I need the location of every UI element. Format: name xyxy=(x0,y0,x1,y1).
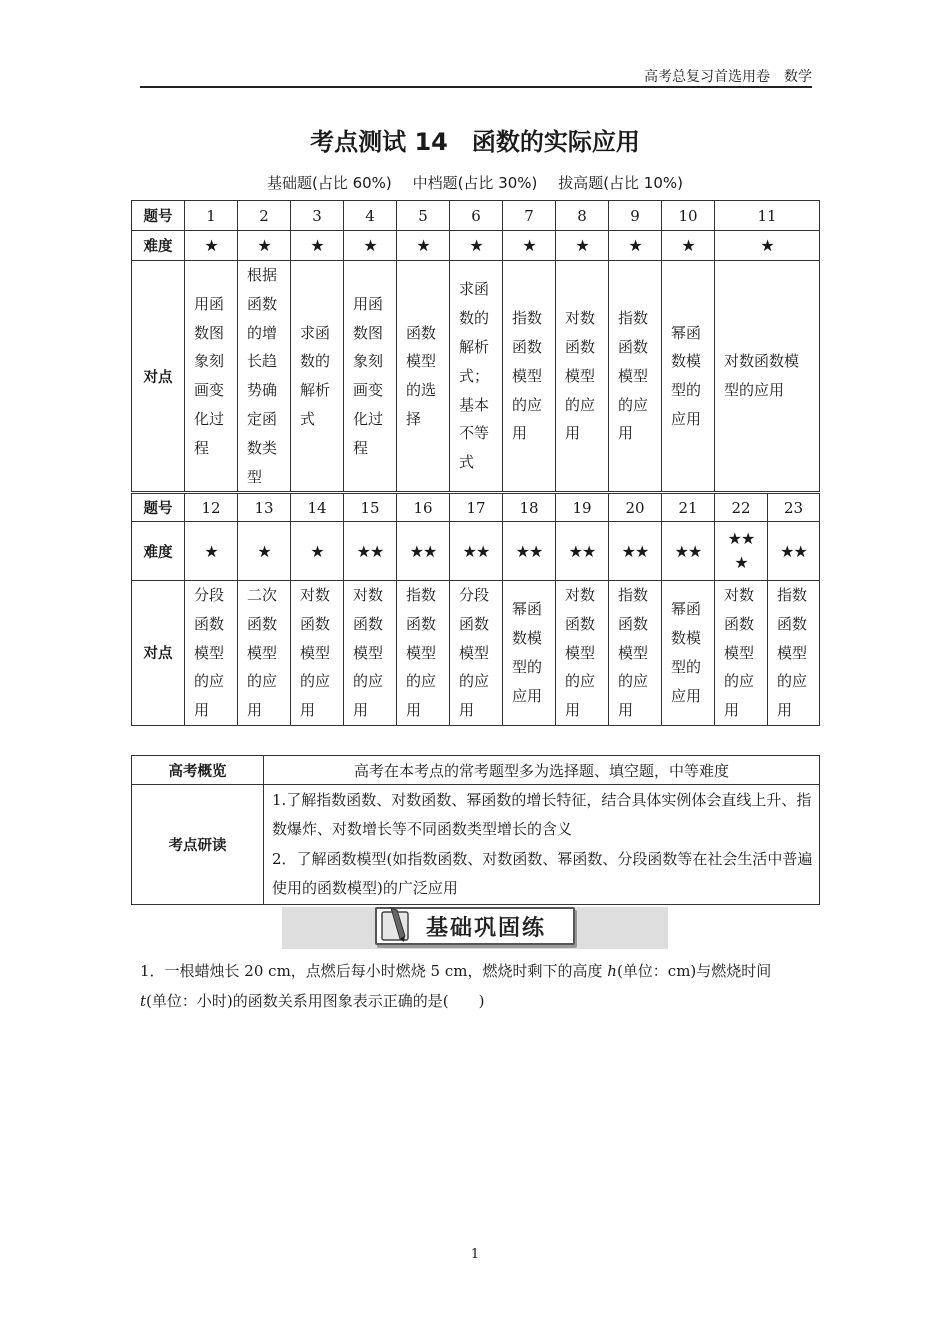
question-table-1 xyxy=(131,200,820,492)
topic-cell: 函数 模型 的选 择 xyxy=(397,261,450,492)
question-number: 6 xyxy=(450,201,503,231)
topic-cell: 对数函数模 型的应用 xyxy=(715,261,820,492)
table-row xyxy=(132,581,820,726)
table-row xyxy=(132,756,820,785)
question-number: 2 xyxy=(238,201,291,231)
question-number: 1 xyxy=(185,201,238,231)
running-header: 高考总复习首选用卷 数学 xyxy=(644,69,812,85)
topic-cell: 根据 函数 的增 长趋 势确 定函 数类 型 xyxy=(238,261,291,492)
question-number: 19 xyxy=(556,493,609,522)
question-1 xyxy=(140,956,816,1016)
topic-cell: 对数 函数 模型 的应 用 xyxy=(556,261,609,492)
topic-cell: 分段 函数 模型 的应 用 xyxy=(450,581,503,726)
difficulty-distribution xyxy=(0,172,950,193)
difficulty-stars: ★★ xyxy=(662,522,715,581)
question-text: (单位：cm)与燃烧时间 xyxy=(616,962,772,980)
topic-cell: 幂函 数模 型的 应用 xyxy=(503,581,556,726)
study-item-1: 1.了解指数函数、对数函数、幂函数的增长特征，结合具体实例体会直线上升、指数爆炸、对数增长等不同函数类型增长的含义 xyxy=(272,790,812,838)
question-number: 5 xyxy=(397,201,450,231)
row-label-topic: 对点 xyxy=(132,261,185,492)
table-row xyxy=(132,201,820,231)
table-row xyxy=(132,261,820,492)
difficulty-stars: ★★ xyxy=(609,522,662,581)
basic-ratio: 基础题(占比 60%) xyxy=(266,174,392,192)
difficulty-stars: ★ xyxy=(715,231,820,261)
topic-cell: 求函 数的 解析 式； 基本 不等 式 xyxy=(450,261,503,492)
table-row xyxy=(132,493,820,522)
difficulty-stars: ★ xyxy=(397,231,450,261)
topic-cell: 指数 函数 模型 的应 用 xyxy=(609,581,662,726)
difficulty-stars: ★★ xyxy=(344,522,397,581)
table-row xyxy=(132,231,820,261)
difficulty-stars: ★ xyxy=(609,231,662,261)
question-text: (单位：小时)的函数关系用图象表示正确的是( ) xyxy=(146,992,485,1010)
row-label-number: 题号 xyxy=(132,493,185,522)
question-number: 13 xyxy=(238,493,291,522)
difficulty-stars: ★ xyxy=(238,231,291,261)
topic-cell: 指数 函数 模型 的应 用 xyxy=(397,581,450,726)
difficulty-stars: ★ xyxy=(662,231,715,261)
topic-cell: 幂函 数模 型的 应用 xyxy=(662,261,715,492)
question-number: 10 xyxy=(662,201,715,231)
difficulty-stars: ★ xyxy=(556,231,609,261)
study-item-2: 2．了解函数模型(如指数函数、对数函数、幂函数、分段函数等在社会生活中普遍使用的函数模型)的广泛应用 xyxy=(272,849,813,897)
topic-cell: 指数 函数 模型 的应 用 xyxy=(768,581,820,726)
variable-h: h xyxy=(607,962,617,980)
question-number: 20 xyxy=(609,493,662,522)
table-row xyxy=(132,785,820,905)
question-number: 22 xyxy=(715,493,768,522)
difficulty-stars: ★ xyxy=(185,522,238,581)
page-title: 考点测试 14 函数的实际应用 xyxy=(310,128,640,156)
question-number: 8 xyxy=(556,201,609,231)
overview-label: 高考概览 xyxy=(132,756,264,785)
medium-ratio: 中档题(占比 30%) xyxy=(412,174,538,192)
difficulty-stars: ★ xyxy=(344,231,397,261)
topic-cell: 对数 函数 模型 的应 用 xyxy=(556,581,609,726)
question-number: 11 xyxy=(715,201,820,231)
question-number: 12 xyxy=(185,493,238,522)
question-number: 14 xyxy=(291,493,344,522)
header-rule xyxy=(140,86,812,88)
difficulty-stars: ★★ xyxy=(397,522,450,581)
topic-cell: 分段 函数 模型 的应 用 xyxy=(185,581,238,726)
topic-cell: 幂函 数模 型的 应用 xyxy=(662,581,715,726)
difficulty-stars: ★★ xyxy=(556,522,609,581)
difficulty-stars: ★ xyxy=(291,522,344,581)
difficulty-stars: ★ xyxy=(185,231,238,261)
difficulty-stars: ★ xyxy=(238,522,291,581)
question-number: 18 xyxy=(503,493,556,522)
question-number: 23 xyxy=(768,493,820,522)
table-row xyxy=(132,522,820,581)
study-content xyxy=(264,785,820,905)
difficulty-stars: ★★ xyxy=(503,522,556,581)
difficulty-stars: ★★ ★ xyxy=(715,522,768,581)
question-number: 9 xyxy=(609,201,662,231)
difficulty-stars: ★★ xyxy=(768,522,820,581)
question-number: 7 xyxy=(503,201,556,231)
topic-cell: 二次 函数 模型 的应 用 xyxy=(238,581,291,726)
topic-cell: 用函 数图 象刻 画变 化过 程 xyxy=(344,261,397,492)
pencil-icon xyxy=(378,906,414,944)
row-label-number: 题号 xyxy=(132,201,185,231)
question-number: 21 xyxy=(662,493,715,522)
question-number: 4 xyxy=(344,201,397,231)
question-number: 3 xyxy=(291,201,344,231)
question-table-2 xyxy=(131,491,820,726)
difficulty-stars: ★ xyxy=(450,231,503,261)
difficulty-stars: ★★ xyxy=(450,522,503,581)
variable-t: t xyxy=(140,992,147,1010)
page-number: 1 xyxy=(470,1247,480,1262)
difficulty-stars: ★ xyxy=(503,231,556,261)
question-number: 15 xyxy=(344,493,397,522)
topic-cell: 求函 数的 解析 式 xyxy=(291,261,344,492)
study-label: 考点研读 xyxy=(132,785,264,905)
overview-text: 高考在本考点的常考题型多为选择题、填空题，中等难度 xyxy=(264,756,820,785)
topic-cell: 对数 函数 模型 的应 用 xyxy=(715,581,768,726)
row-label-topic: 对点 xyxy=(132,581,185,726)
difficulty-stars: ★ xyxy=(291,231,344,261)
topic-cell: 指数 函数 模型 的应 用 xyxy=(503,261,556,492)
question-number: 16 xyxy=(397,493,450,522)
topic-cell: 对数 函数 模型 的应 用 xyxy=(344,581,397,726)
row-label-difficulty: 难度 xyxy=(132,231,185,261)
question-number: 17 xyxy=(450,493,503,522)
question-text: 1．一根蜡烛长 20 cm，点燃后每小时燃烧 5 cm，燃烧时剩下的高度 xyxy=(140,962,608,980)
topic-cell: 指数 函数 模型 的应 用 xyxy=(609,261,662,492)
hard-ratio: 拔高题(占比 10%) xyxy=(558,174,684,192)
exam-overview-table xyxy=(131,755,820,905)
topic-cell: 对数 函数 模型 的应 用 xyxy=(291,581,344,726)
row-label-difficulty: 难度 xyxy=(132,522,185,581)
section-title: 基础巩固练 xyxy=(426,916,547,941)
topic-cell: 用函 数图 象刻 画变 化过 程 xyxy=(185,261,238,492)
